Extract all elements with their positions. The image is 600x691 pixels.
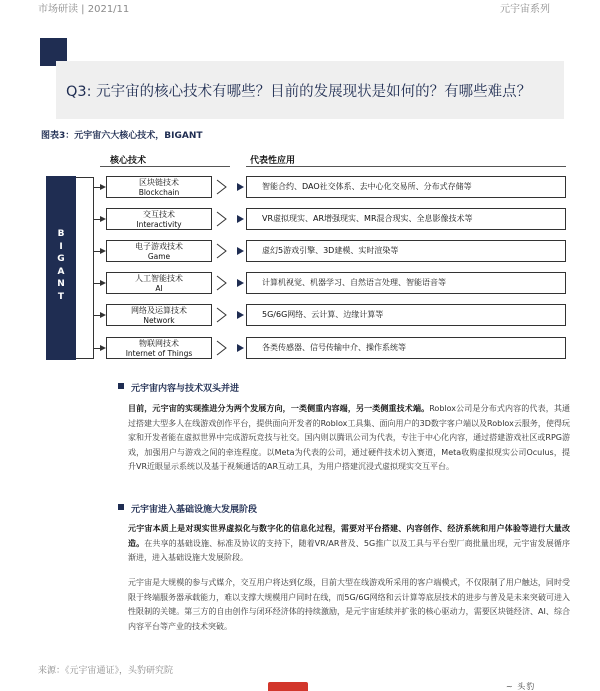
column-header-apps: 代表性应用 — [250, 156, 296, 166]
connector-branch — [93, 348, 100, 349]
connector-spine — [93, 187, 94, 349]
connector-branch — [93, 315, 100, 316]
tech-name-en: Game — [147, 252, 171, 261]
tech-box-iot — [106, 337, 212, 359]
tech-name-zh: 物联网技术 — [139, 339, 179, 348]
section-heading: 元宇宙进入基础设施大发展阶段 — [131, 502, 257, 515]
chevron-right-icon — [214, 274, 230, 292]
bigant-letter: I — [59, 241, 63, 252]
tech-name-zh: 网络及运算技术 — [131, 306, 187, 315]
bigant-letter: G — [57, 254, 65, 264]
bigant-letter: B — [57, 229, 65, 239]
section-heading: 元宇宙内容与技术双头并进 — [131, 381, 239, 394]
chevron-right-icon — [214, 306, 230, 324]
tech-box-ai — [106, 272, 212, 294]
tech-name-en: Network — [143, 316, 175, 325]
header-series-name: 元宇宙系列 — [500, 4, 550, 15]
connector-bracket — [76, 177, 94, 359]
chevron-right-icon — [214, 339, 230, 357]
app-box-blockchain: 智能合约、DAO社交体系、去中心化交易所、分布式存储等 — [246, 176, 566, 198]
question-title: Q3: 元宇宙的核心技术有哪些？目前的发展现状是如何的？有哪些难点？ — [66, 84, 532, 100]
paragraph-lead: 元宇宙本质上是对现实世界虚拟化与数字化的信息化过程，需要对平台搭建、内容创作、经济系统和用户体验等进行大量改造。 — [128, 524, 570, 548]
tech-name-zh: 人工智能技术 — [135, 274, 183, 283]
tech-name-en: Internet of Things — [125, 349, 193, 358]
connector-branch — [93, 187, 100, 188]
app-arrow-icon — [237, 215, 244, 223]
paragraph-body: Roblox公司是分布式内容的代表，其通过搭建大型多人在线游戏创作平台，提供面向开发者的Roblox工具集、面向用户的3D数字客户端以及Roblox云服务，使得玩家和开发者能在虚拟世界中完成游玩竞技与社交。国内则以腾讯公司为代表，专注于中心化内容，通过搭建游戏社区或RPG游戏，加强用户与游戏之间的牵连程度。以Meta为代表的公司，通过硬件技术切入赛道，Meta收购虚拟现实公司Oculus，提升VR近眼显示系统以及基于视频通话的AR互动工具，为用户搭建沉浸式虚拟现实交互平台。 — [128, 404, 570, 472]
app-box-network: 5G/6G网络、云计算、边缘计算等 — [246, 304, 566, 326]
connector-branch — [93, 219, 100, 220]
paragraph — [128, 402, 570, 475]
tech-box-blockchain — [106, 176, 212, 198]
tech-name-en: Blockchain — [138, 188, 180, 197]
app-arrow-icon — [237, 344, 244, 352]
app-box-interactivity: VR虚拟现实、AR增强现实、MR混合现实、全息影像技术等 — [246, 208, 566, 230]
bigant-letters — [46, 228, 76, 303]
paragraph — [128, 522, 570, 566]
publisher-logo — [268, 682, 308, 691]
tech-box-game — [106, 240, 212, 262]
tech-name-zh: 交互技术 — [143, 210, 175, 219]
paragraph-body: 在共享的基础设施、标准及协议的支持下，随着VR/AR普及、5G推广以及工具与平台型厂商批量出现，元宇宙发展循序渐进，进入基础设施大发展阶段。 — [128, 538, 570, 563]
tech-name-zh: 电子游戏技术 — [135, 242, 183, 251]
app-box-ai: 计算机视觉、机器学习、自然语言处理、智能语音等 — [246, 272, 566, 294]
tech-box-network — [106, 304, 212, 326]
tech-name-zh: 区块链技术 — [139, 178, 179, 187]
bigant-side-label — [46, 176, 76, 360]
app-box-iot: 各类传感器、信号传输中介、操作系统等 — [246, 337, 566, 359]
footer-watermark: ~ 头豹 — [506, 682, 536, 691]
connector-branch — [93, 283, 100, 284]
app-arrow-icon — [237, 311, 244, 319]
app-box-game: 虚幻5游戏引擎、3D建模、实时渲染等 — [246, 240, 566, 262]
tech-box-interactivity — [106, 208, 212, 230]
tech-name-en: AI — [155, 284, 163, 293]
app-arrow-icon — [237, 247, 244, 255]
source-note: 来源：《元宇宙通证》，头豹研究院 — [38, 666, 174, 676]
bigant-letter: N — [57, 279, 65, 289]
column-header-tech: 核心技术 — [110, 156, 147, 166]
app-arrow-icon — [237, 183, 244, 191]
header-rule-apps — [246, 166, 566, 167]
connector-branch — [93, 251, 100, 252]
header-series-date: 市场研读 | 2021/11 — [38, 4, 130, 15]
figure-title: 图表3：元宇宙六大核心技术，BIGANT — [41, 131, 203, 141]
bigant-letter: T — [57, 291, 65, 302]
bigant-letter: A — [57, 266, 65, 277]
tech-name-en: Interactivity — [136, 220, 182, 229]
app-arrow-icon — [237, 279, 244, 287]
chevron-right-icon — [214, 210, 230, 228]
paragraph: 元宇宙是大规模的参与式媒介，交互用户将达到亿级，目前大型在线游戏所采用的客户端模式，不仅限制了用户触达，同时受限于终端服务器承载能力，难以支撑大规模用户同时在线，而5G/6G网络和云计算等底层技术的进步与普及是未来突破可进入性限制的关键。第三方的自由创作与闭环经济体的持续激励，是元宇宙延续并扩张的核心驱动力，需要区块链经济、AI、综合内容平台等产业的技术突破。 — [128, 578, 570, 631]
chevron-right-icon — [214, 242, 230, 260]
chevron-right-icon — [214, 178, 230, 196]
header-rule-tech — [100, 166, 230, 167]
paragraph-lead: 目前，元宇宙的实现推进分为两个发展方向，一类侧重内容端，另一类侧重技术端。 — [128, 404, 430, 413]
